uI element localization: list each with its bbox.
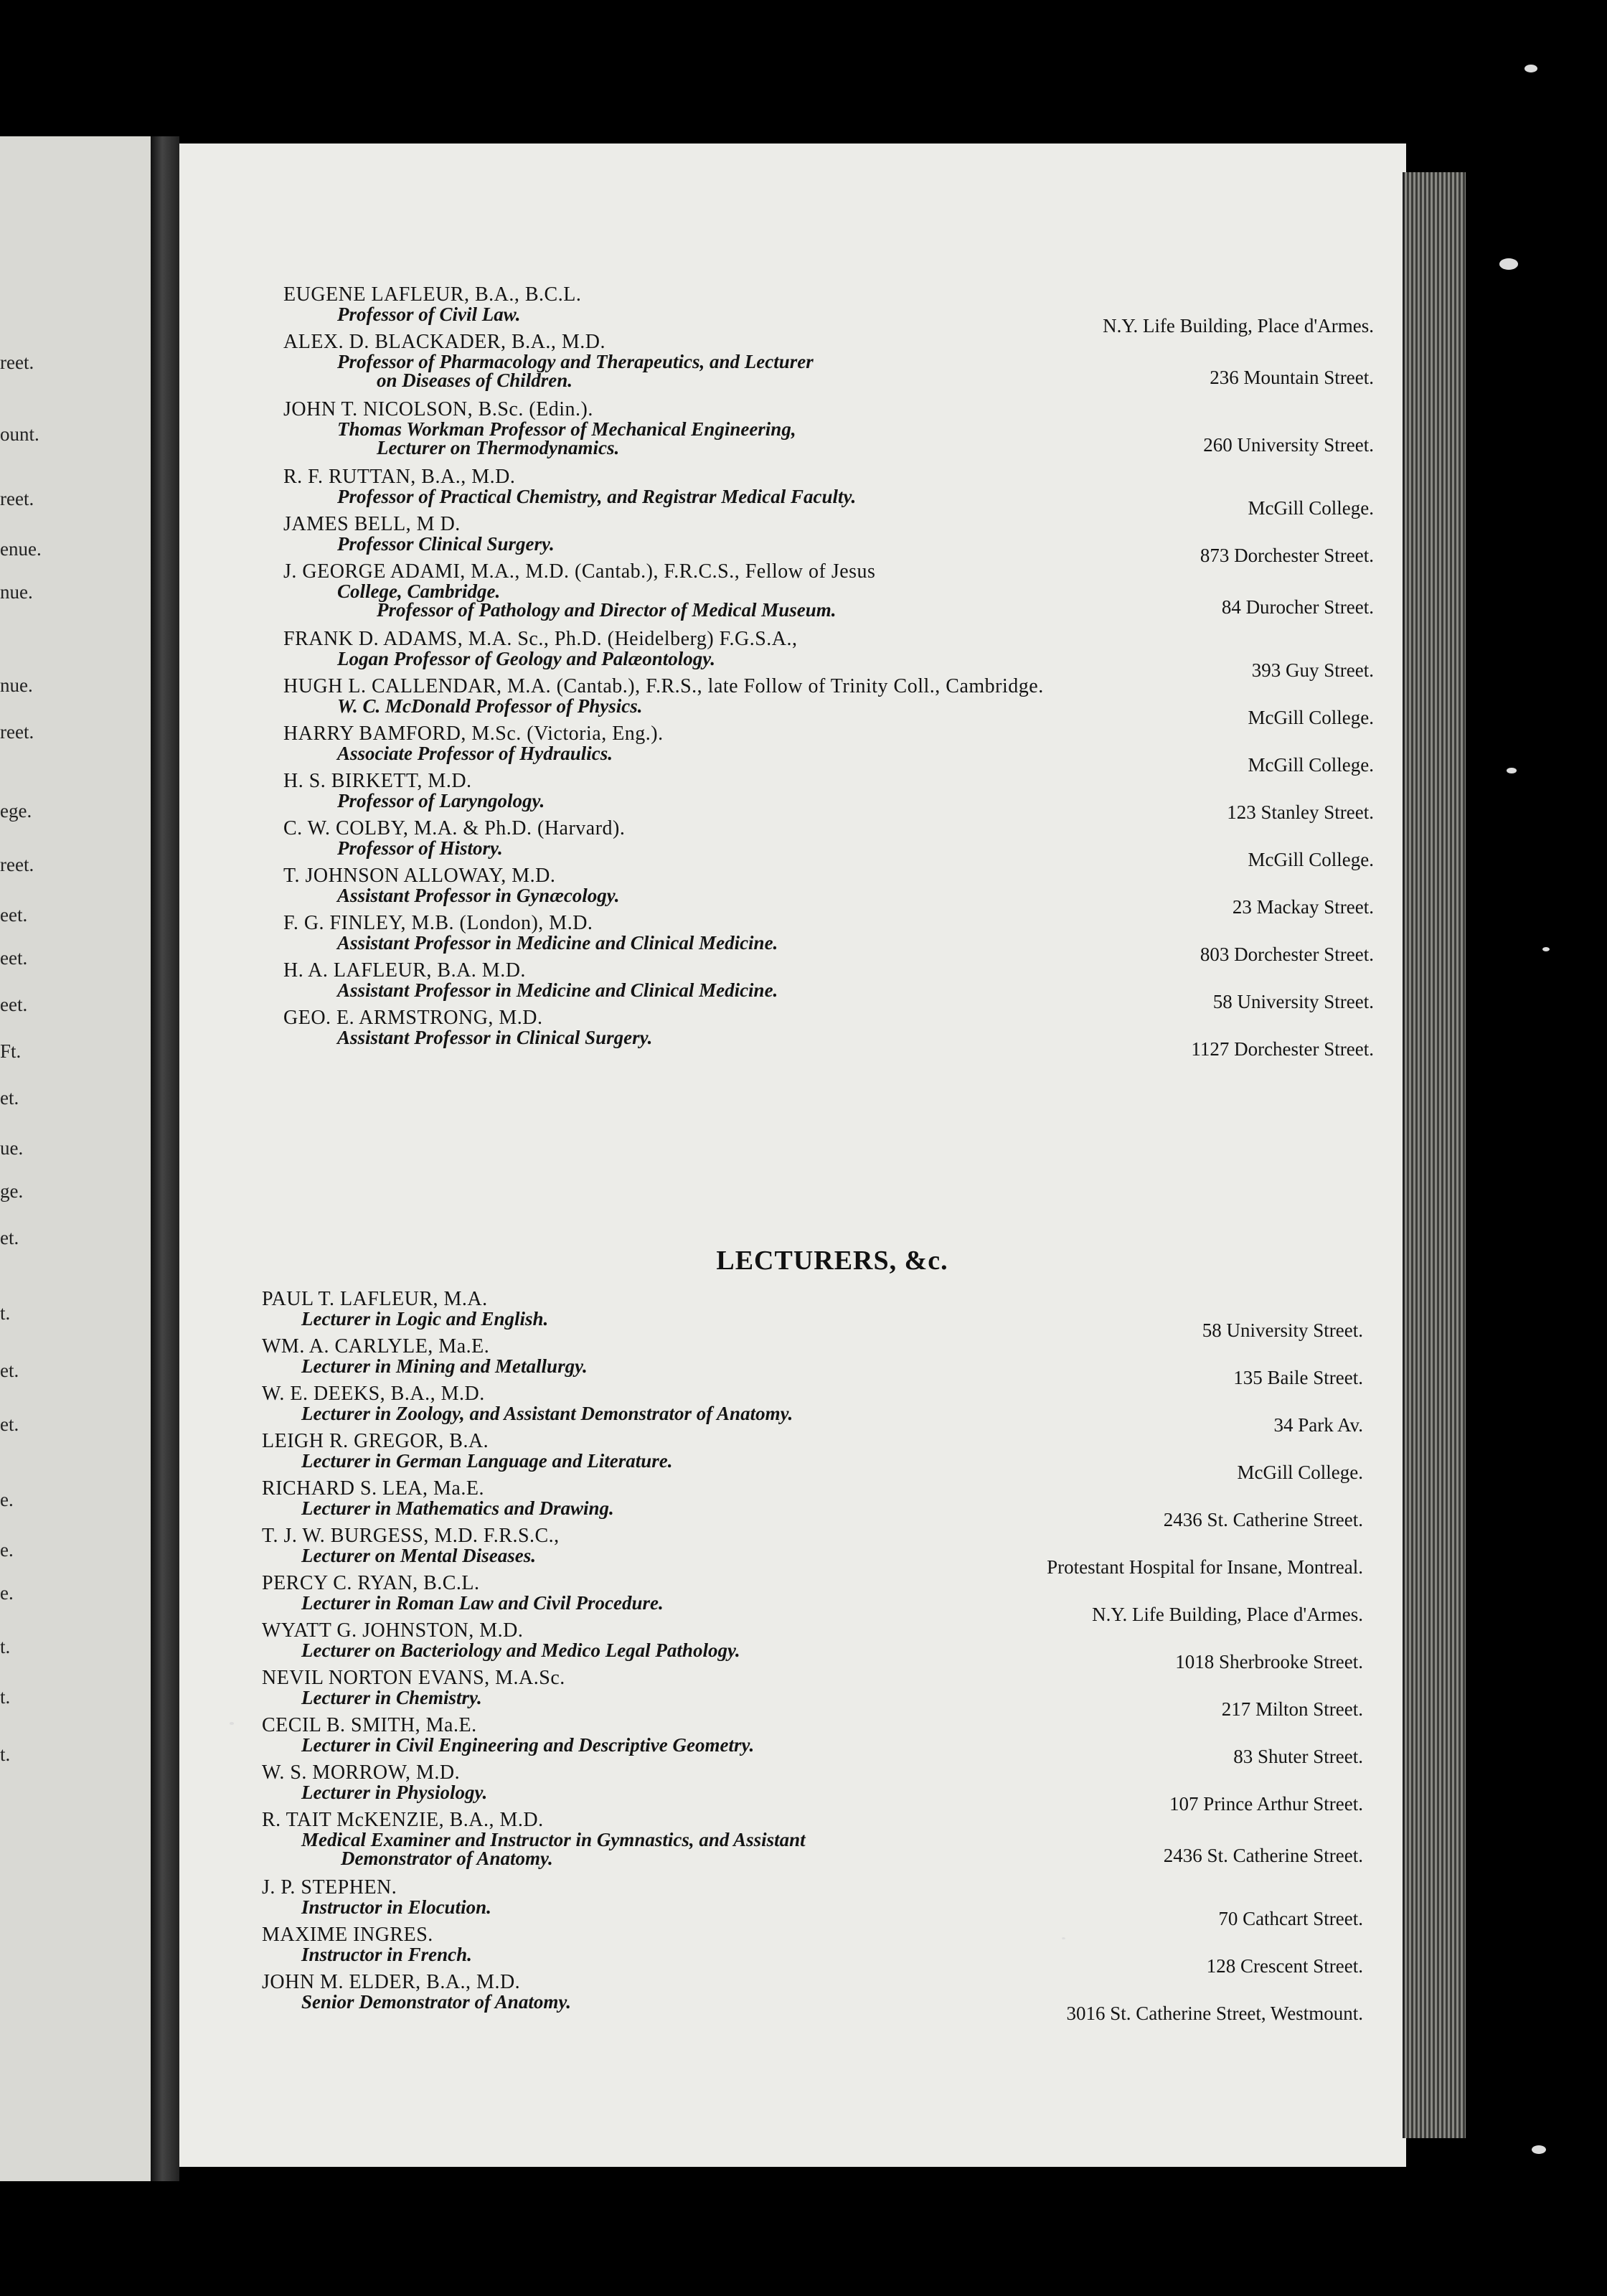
staff-title: Lecturer in Physiology. xyxy=(301,1782,488,1803)
professor-entry xyxy=(179,513,1406,566)
paper-speck xyxy=(1542,947,1550,951)
staff-title: Professor of Practical Chemistry, and Registrar Medical Faculty. xyxy=(337,486,857,507)
staff-name: T. J. W. BURGESS, M.D. F.R.S.C., xyxy=(262,1525,560,1547)
left-page-text-fragment: reet. xyxy=(0,854,34,875)
staff-title: Lecturer in Civil Engineering and Descriptive Geometry. xyxy=(301,1734,755,1756)
lecturer-entry xyxy=(179,1714,1406,1767)
staff-name: H. A. LAFLEUR, B.A. M.D. xyxy=(283,959,526,982)
staff-address: 1127 Dorchester Street. xyxy=(1191,1038,1374,1060)
staff-title: Professor of Pharmacology and Therapeutics, and Lecturer xyxy=(337,351,814,372)
paper-speck xyxy=(1499,258,1518,270)
lecturer-entry xyxy=(179,1971,1406,2024)
professor-entry xyxy=(179,283,1406,337)
staff-address: 135 Baile Street. xyxy=(1233,1367,1363,1388)
staff-address: 34 Park Av. xyxy=(1273,1414,1363,1436)
staff-title: Logan Professor of Geology and Palæontology. xyxy=(337,648,715,669)
staff-address: McGill College. xyxy=(1237,1462,1363,1483)
staff-name: J. GEORGE ADAMI, M.A., M.D. (Cantab.), F.R.C.S., Fellow of Jesus xyxy=(283,560,876,583)
staff-address: 2436 St. Catherine Street. xyxy=(1163,1509,1363,1530)
staff-address: 393 Guy Street. xyxy=(1251,659,1374,681)
professor-entry xyxy=(179,628,1406,681)
professor-entry xyxy=(179,675,1406,728)
staff-address: McGill College. xyxy=(1248,754,1374,776)
staff-address: N.Y. Life Building, Place d'Armes. xyxy=(1092,1604,1363,1625)
professor-entry xyxy=(179,398,1406,458)
staff-name: LEIGH R. GREGOR, B.A. xyxy=(262,1430,489,1452)
page-fore-edge xyxy=(1403,172,1466,2138)
staff-title-continued: Professor of Pathology and Director of Medical Museum. xyxy=(377,599,837,621)
left-page-text-fragment: t. xyxy=(0,1686,11,1708)
left-page-text-fragment: ege. xyxy=(0,800,32,822)
left-page-text-fragment: t. xyxy=(0,1302,11,1324)
staff-title: Assistant Professor in Medicine and Clinical Medicine. xyxy=(337,979,778,1001)
staff-name: RICHARD S. LEA, Ma.E. xyxy=(262,1477,484,1500)
left-page-text-fragment: eet. xyxy=(0,994,28,1015)
staff-address: 107 Prince Arthur Street. xyxy=(1169,1793,1363,1815)
staff-title: Professor of Civil Law. xyxy=(337,304,521,325)
staff-address: 70 Cathcart Street. xyxy=(1218,1908,1363,1929)
book-gutter xyxy=(151,136,179,2181)
left-page-text-fragment: t. xyxy=(0,1744,11,1765)
left-page-text-fragment: reet. xyxy=(0,488,34,509)
staff-title: Assistant Professor in Medicine and Clinical Medicine. xyxy=(337,932,778,954)
staff-name: JOHN M. ELDER, B.A., M.D. xyxy=(262,1971,521,1993)
staff-title: Lecturer in Mathematics and Drawing. xyxy=(301,1497,614,1519)
left-page-text-fragment: e. xyxy=(0,1489,14,1510)
left-page-text-fragment: ue. xyxy=(0,1137,24,1159)
staff-name: NEVIL NORTON EVANS, M.A.Sc. xyxy=(262,1667,565,1689)
staff-address: 236 Mountain Street. xyxy=(1210,367,1374,388)
professor-entry xyxy=(179,560,1406,621)
left-page-text-fragment: e. xyxy=(0,1582,14,1604)
staff-name: WYATT G. JOHNSTON, M.D. xyxy=(262,1619,524,1642)
staff-name: MAXIME INGRES. xyxy=(262,1924,433,1946)
staff-name: T. JOHNSON ALLOWAY, M.D. xyxy=(283,865,556,887)
staff-title: Lecturer on Mental Diseases. xyxy=(301,1545,536,1566)
left-page-text-fragment: et. xyxy=(0,1413,19,1435)
staff-title: College, Cambridge. xyxy=(337,580,501,602)
staff-name: H. S. BIRKETT, M.D. xyxy=(283,770,472,792)
staff-title: Lecturer in German Language and Literature. xyxy=(301,1450,673,1472)
professor-entry xyxy=(179,959,1406,1010)
staff-title: Associate Professor of Hydraulics. xyxy=(337,743,613,764)
left-page-text-fragment: reet. xyxy=(0,721,34,743)
staff-title: Lecturer in Mining and Metallurgy. xyxy=(301,1355,588,1377)
staff-name: JAMES BELL, M D. xyxy=(283,513,461,535)
lecturer-entry xyxy=(179,1667,1406,1720)
staff-name: C. W. COLBY, M.A. & Ph.D. (Harvard). xyxy=(283,817,626,839)
professor-entry xyxy=(179,770,1406,823)
professor-entry xyxy=(179,723,1406,776)
staff-name: JOHN T. NICOLSON, B.Sc. (Edin.). xyxy=(283,398,593,420)
staff-title-continued: Demonstrator of Anatomy. xyxy=(341,1848,553,1869)
staff-title: Medical Examiner and Instructor in Gymnastics, and Assistant xyxy=(301,1829,806,1850)
staff-address: 123 Stanley Street. xyxy=(1227,801,1374,823)
paper-speck xyxy=(230,1722,234,1725)
paper-speck xyxy=(1532,2145,1546,2154)
paper-speck xyxy=(1524,65,1537,72)
lecturer-entry xyxy=(179,1761,1406,1815)
right-page xyxy=(179,144,1406,2167)
staff-title: Assistant Professor in Gynæcology. xyxy=(337,885,620,906)
professor-entry xyxy=(179,466,1406,519)
paper-speck xyxy=(1062,1937,1065,1939)
staff-title: Professor Clinical Surgery. xyxy=(337,533,555,555)
staff-address: 2436 St. Catherine Street. xyxy=(1163,1845,1363,1866)
staff-title: Senior Demonstrator of Anatomy. xyxy=(301,1991,572,2013)
staff-title-continued: Lecturer on Thermodynamics. xyxy=(377,437,620,458)
staff-address: 3016 St. Catherine Street, Westmount. xyxy=(1066,2003,1363,2024)
professor-entry xyxy=(179,865,1406,918)
staff-title: W. C. McDonald Professor of Physics. xyxy=(337,695,643,717)
staff-title: Lecturer in Roman Law and Civil Procedure. xyxy=(301,1592,664,1614)
staff-address: 83 Shuter Street. xyxy=(1233,1746,1363,1767)
lecturer-entry xyxy=(179,1335,1406,1388)
staff-title: Lecturer in Chemistry. xyxy=(301,1687,482,1708)
staff-name: R. F. RUTTAN, B.A., M.D. xyxy=(283,466,516,488)
staff-name: CECIL B. SMITH, Ma.E. xyxy=(262,1714,477,1736)
staff-name: PAUL T. LAFLEUR, M.A. xyxy=(262,1288,488,1310)
staff-name: W. E. DEEKS, B.A., M.D. xyxy=(262,1383,485,1405)
staff-name: EUGENE LAFLEUR, B.A., B.C.L. xyxy=(283,283,582,306)
lecturer-entry xyxy=(179,1809,1406,1869)
staff-directory xyxy=(179,144,1406,2167)
left-page-text-fragment: reet. xyxy=(0,352,34,373)
left-page-text-fragment: nue. xyxy=(0,674,33,696)
left-page-text-fragment: et. xyxy=(0,1227,19,1248)
staff-address: 128 Crescent Street. xyxy=(1206,1955,1363,1977)
lecturer-entry xyxy=(179,1477,1406,1528)
staff-address: 58 University Street. xyxy=(1202,1319,1363,1341)
lecturer-entry xyxy=(179,1924,1406,1977)
left-page-text-fragment: eet. xyxy=(0,904,28,926)
staff-address: McGill College. xyxy=(1248,849,1374,870)
left-page-text-fragment: nue. xyxy=(0,581,33,603)
staff-title: Lecturer in Logic and English. xyxy=(301,1308,549,1330)
left-page-text-fragment: e. xyxy=(0,1539,14,1561)
staff-name: HARRY BAMFORD, M.Sc. (Victoria, Eng.). xyxy=(283,723,664,745)
professor-entry xyxy=(179,912,1406,965)
staff-address: McGill College. xyxy=(1248,707,1374,728)
left-page-text-fragment: enue. xyxy=(0,538,42,560)
staff-title: Instructor in French. xyxy=(301,1944,472,1965)
staff-address: 260 University Street. xyxy=(1203,434,1374,456)
left-page-text-fragment: t. xyxy=(0,1636,11,1657)
lecturer-entry xyxy=(179,1383,1406,1436)
lecturer-entry xyxy=(179,1288,1406,1341)
staff-name: WM. A. CARLYLE, Ma.E. xyxy=(262,1335,490,1358)
staff-name: J. P. STEPHEN. xyxy=(262,1876,397,1899)
staff-title: Lecturer in Zoology, and Assistant Demonstrator of Anatomy. xyxy=(301,1403,793,1424)
staff-name: R. TAIT McKENZIE, B.A., M.D. xyxy=(262,1809,544,1831)
staff-address: 803 Dorchester Street. xyxy=(1200,944,1374,965)
left-page-text-fragment: ge. xyxy=(0,1180,24,1202)
professor-entry xyxy=(179,817,1406,870)
staff-address: 1018 Sherbrooke Street. xyxy=(1175,1651,1363,1672)
staff-address: 84 Durocher Street. xyxy=(1221,596,1374,618)
staff-address: 23 Mackay Street. xyxy=(1232,896,1374,918)
left-page-text-fragment: et. xyxy=(0,1087,19,1109)
staff-address: Protestant Hospital for Insane, Montreal. xyxy=(1047,1556,1363,1578)
professor-entry xyxy=(179,331,1406,391)
lecturer-entry xyxy=(179,1572,1406,1625)
lecturer-entry xyxy=(179,1525,1406,1578)
lecturer-entry xyxy=(179,1430,1406,1483)
staff-address: McGill College. xyxy=(1248,497,1374,519)
staff-name: HUGH L. CALLENDAR, M.A. (Cantab.), F.R.S., late Follow of Trinity Coll., Cambridge. xyxy=(283,675,1044,697)
staff-title: Professor of History. xyxy=(337,837,503,859)
staff-title: Instructor in Elocution. xyxy=(301,1896,491,1918)
lecturer-entry xyxy=(179,1876,1406,1929)
left-page-text-fragment: ount. xyxy=(0,423,39,445)
staff-title: Professor of Laryngology. xyxy=(337,790,545,811)
left-page-text-fragment: et. xyxy=(0,1360,19,1381)
staff-address: 58 University Street. xyxy=(1212,991,1374,1012)
staff-title-continued: on Diseases of Children. xyxy=(377,370,573,391)
left-page xyxy=(0,136,154,2181)
staff-name: F. G. FINLEY, M.B. (London), M.D. xyxy=(283,912,593,934)
left-page-text-fragment: eet. xyxy=(0,947,28,969)
staff-name: FRANK D. ADAMS, M.A. Sc., Ph.D. (Heidelberg) F.G.S.A., xyxy=(283,628,798,650)
staff-title: Thomas Workman Professor of Mechanical Engineering, xyxy=(337,418,796,440)
staff-name: ALEX. D. BLACKADER, B.A., M.D. xyxy=(283,331,605,353)
staff-name: GEO. E. ARMSTRONG, M.D. xyxy=(283,1007,543,1029)
staff-name: W. S. MORROW, M.D. xyxy=(262,1761,461,1784)
staff-address: N.Y. Life Building, Place d'Armes. xyxy=(1103,315,1374,337)
lecturers-heading: LECTURERS, &c. xyxy=(716,1246,948,1276)
lecturer-entry xyxy=(179,1619,1406,1670)
left-page-text-fragment: Ft. xyxy=(0,1040,22,1062)
staff-title: Assistant Professor in Clinical Surgery. xyxy=(337,1027,653,1048)
staff-address: 873 Dorchester Street. xyxy=(1200,545,1374,566)
staff-title: Lecturer on Bacteriology and Medico Legal Pathology. xyxy=(301,1639,740,1661)
staff-address: 217 Milton Street. xyxy=(1221,1698,1363,1720)
staff-name: PERCY C. RYAN, B.C.L. xyxy=(262,1572,480,1594)
paper-speck xyxy=(1507,768,1517,773)
professor-entry xyxy=(179,1007,1406,1060)
